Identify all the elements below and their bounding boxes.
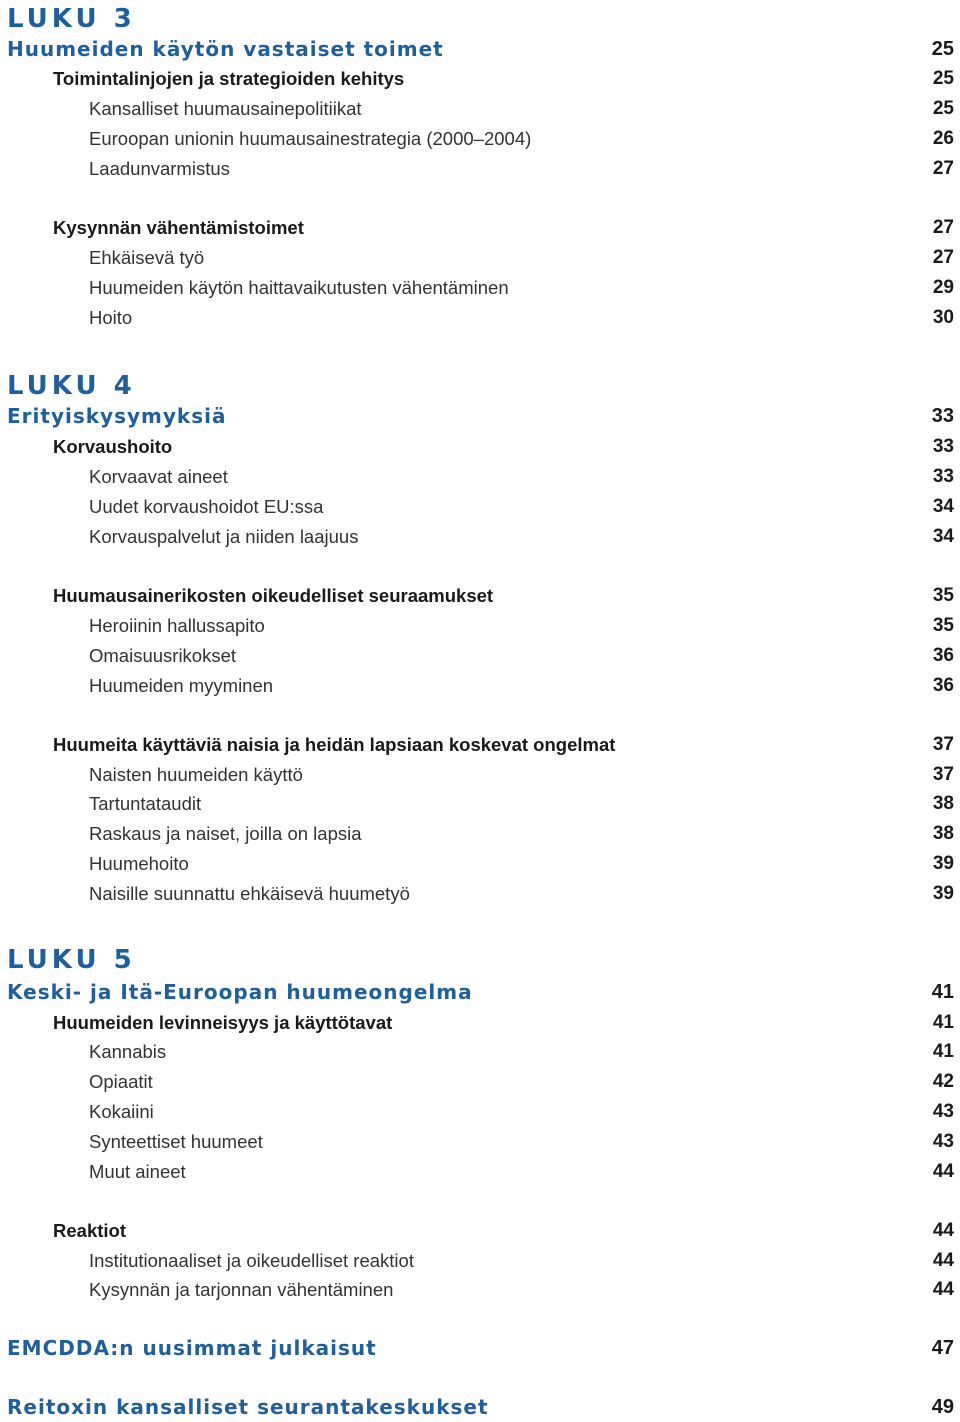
toc-entry-page: 39: [932, 853, 954, 874]
toc-entry-page: 27: [932, 247, 954, 268]
toc-entry-page: 44: [932, 1161, 954, 1182]
toc-entry[interactable]: [0, 1246, 960, 1276]
toc-entry-page: 47: [931, 1337, 954, 1359]
toc-entry-page: 37: [932, 734, 954, 755]
toc-entry[interactable]: [0, 1157, 960, 1187]
toc-entry-title: Kysynnän ja tarjonnan vähentäminen: [89, 1279, 394, 1300]
toc-entry-page: 39: [932, 883, 954, 904]
toc-entry[interactable]: [0, 213, 960, 243]
toc-entry-title: Kannabis: [89, 1041, 167, 1062]
toc-entry-page: 29: [932, 277, 954, 298]
toc-entry-title: Korvaavat aineet: [89, 466, 228, 487]
toc-entry[interactable]: [0, 1392, 960, 1422]
toc-entry[interactable]: [0, 581, 960, 611]
toc-entry-title: Ehkäisevä työ: [89, 247, 205, 268]
toc-entry[interactable]: [0, 1037, 960, 1067]
toc-entry-page: 34: [932, 526, 954, 547]
toc-entry-title: Institutionaaliset ja oikeudelliset reaktiot: [89, 1250, 414, 1271]
toc-entry[interactable]: [0, 671, 960, 701]
toc-entry-title: Naisten huumeiden käyttö: [89, 764, 303, 785]
toc-entry-page: 33: [931, 405, 954, 427]
toc-entry-title: Huumeiden levinneisyys ja käyttötavat: [53, 1012, 393, 1033]
toc-entry-title: Euroopan unionin huumausainestrategia (2000–2004): [89, 128, 532, 149]
toc-entry-page: 34: [932, 496, 954, 517]
toc-entry[interactable]: [0, 34, 960, 64]
toc-entry-page: 37: [932, 764, 954, 785]
toc-entry[interactable]: [0, 611, 960, 641]
chapter-heading: LUKU 3: [7, 4, 136, 34]
toc-entry-title: Huumeiden käytön haittavaikutusten vähentäminen: [89, 277, 509, 298]
toc-entry[interactable]: [0, 730, 960, 760]
toc-entry-page: 41: [932, 1012, 954, 1033]
toc-entry-title: Uudet korvaushoidot EU:ssa: [89, 496, 324, 517]
toc-entry[interactable]: [0, 94, 960, 124]
toc-entry-title: Laadunvarmistus: [89, 158, 230, 179]
toc-entry[interactable]: [0, 1067, 960, 1097]
toc-entry-title: Omaisuusrikokset: [89, 645, 237, 666]
toc-entry-title: Kysynnän vähentämistoimet: [53, 217, 304, 238]
toc-entry[interactable]: [0, 462, 960, 492]
toc-entry-title: Huumausainerikosten oikeudelliset seuraamukset: [53, 585, 494, 606]
toc-entry-page: 44: [932, 1279, 954, 1300]
toc-entry[interactable]: [0, 1275, 960, 1305]
toc-entry-page: 42: [932, 1071, 954, 1092]
toc-entry-title: Keski- ja Itä-Euroopan huumeongelma: [7, 980, 473, 1004]
toc-entry-page: 43: [932, 1101, 954, 1122]
toc-entry-title: Reitoxin kansalliset seurantakeskukset: [7, 1395, 489, 1419]
toc-entry[interactable]: [0, 641, 960, 671]
toc-entry-page: 33: [932, 466, 954, 487]
toc-entry-page: 25: [932, 68, 954, 89]
toc-entry-title: Heroiinin hallussapito: [89, 615, 265, 636]
toc-entry-title: EMCDDA:n uusimmat julkaisut: [7, 1336, 377, 1360]
toc-entry-title: Huumeita käyttäviä naisia ja heidän lapsiaan koskevat ongelmat: [53, 734, 616, 755]
toc-entry-title: Reaktiot: [53, 1220, 126, 1241]
toc-entry-title: Kansalliset huumausainepolitiikat: [89, 98, 362, 119]
toc-entry-page: 49: [931, 1396, 954, 1418]
toc-entry[interactable]: [0, 1333, 960, 1363]
toc-entry-title: Synteettiset huumeet: [89, 1131, 263, 1152]
toc-entry[interactable]: [0, 879, 960, 909]
toc-entry[interactable]: [0, 977, 960, 1007]
toc-entry-title: Huumeiden myyminen: [89, 675, 274, 696]
toc-entry[interactable]: [0, 1216, 960, 1246]
toc-entry-page: 26: [932, 128, 954, 149]
toc-entry[interactable]: [0, 849, 960, 879]
toc-entry-page: 41: [931, 981, 954, 1003]
toc-entry[interactable]: [0, 154, 960, 184]
toc-entry-page: 30: [932, 307, 954, 328]
toc-entry[interactable]: [0, 819, 960, 849]
toc-entry-page: 25: [932, 98, 954, 119]
toc-entry-title: Huumeiden käytön vastaiset toimet: [7, 37, 444, 61]
toc-entry[interactable]: [0, 1008, 960, 1038]
toc-entry-page: 27: [932, 158, 954, 179]
toc-entry-title: Tartuntataudit: [89, 793, 202, 814]
toc-entry[interactable]: [0, 124, 960, 154]
toc-entry-page: 41: [932, 1041, 954, 1062]
toc-entry-title: Naisille suunnattu ehkäisevä huumetyö: [89, 883, 410, 904]
toc-entry[interactable]: [0, 64, 960, 94]
toc-entry-title: Hoito: [89, 307, 133, 328]
toc-entry-title: Opiaatit: [89, 1071, 153, 1092]
toc-entry-page: 44: [932, 1220, 954, 1241]
toc-entry[interactable]: [0, 492, 960, 522]
toc-entry[interactable]: [0, 303, 960, 333]
toc-entry-title: Raskaus ja naiset, joilla on lapsia: [89, 823, 362, 844]
toc-entry-page: 35: [932, 615, 954, 636]
toc-entry[interactable]: [0, 401, 960, 431]
toc-entry-title: Korvaushoito: [53, 436, 173, 457]
toc-entry-page: 33: [932, 436, 954, 457]
toc-entry-title: Huumehoito: [89, 853, 189, 874]
toc-entry-title: Muut aineet: [89, 1161, 186, 1182]
toc-entry-page: 36: [932, 645, 954, 666]
chapter-heading: LUKU 4: [7, 371, 136, 401]
toc-entry-page: 38: [932, 823, 954, 844]
toc-entry[interactable]: [0, 760, 960, 790]
toc-entry-title: Erityiskysymyksiä: [7, 404, 227, 428]
toc-entry-title: Korvauspalvelut ja niiden laajuus: [89, 526, 359, 547]
chapter-heading: LUKU 5: [7, 945, 136, 975]
toc-entry[interactable]: [0, 273, 960, 303]
toc-entry-page: 38: [932, 793, 954, 814]
toc-entry[interactable]: [0, 789, 960, 819]
toc-entry-title: Kokaiini: [89, 1101, 154, 1122]
toc-entry[interactable]: [0, 432, 960, 462]
toc-entry-page: 27: [932, 217, 954, 238]
toc-entry[interactable]: [0, 243, 960, 273]
toc-entry-page: 25: [931, 38, 954, 60]
toc-entry-page: 36: [932, 675, 954, 696]
toc-entry-page: 44: [932, 1250, 954, 1271]
toc-entry[interactable]: [0, 1127, 960, 1157]
toc-entry[interactable]: [0, 1097, 960, 1127]
toc-entry-page: 43: [932, 1131, 954, 1152]
toc-entry-title: Toimintalinjojen ja strategioiden kehitys: [53, 68, 405, 89]
toc-entry[interactable]: [0, 522, 960, 552]
toc-entry-page: 35: [932, 585, 954, 606]
